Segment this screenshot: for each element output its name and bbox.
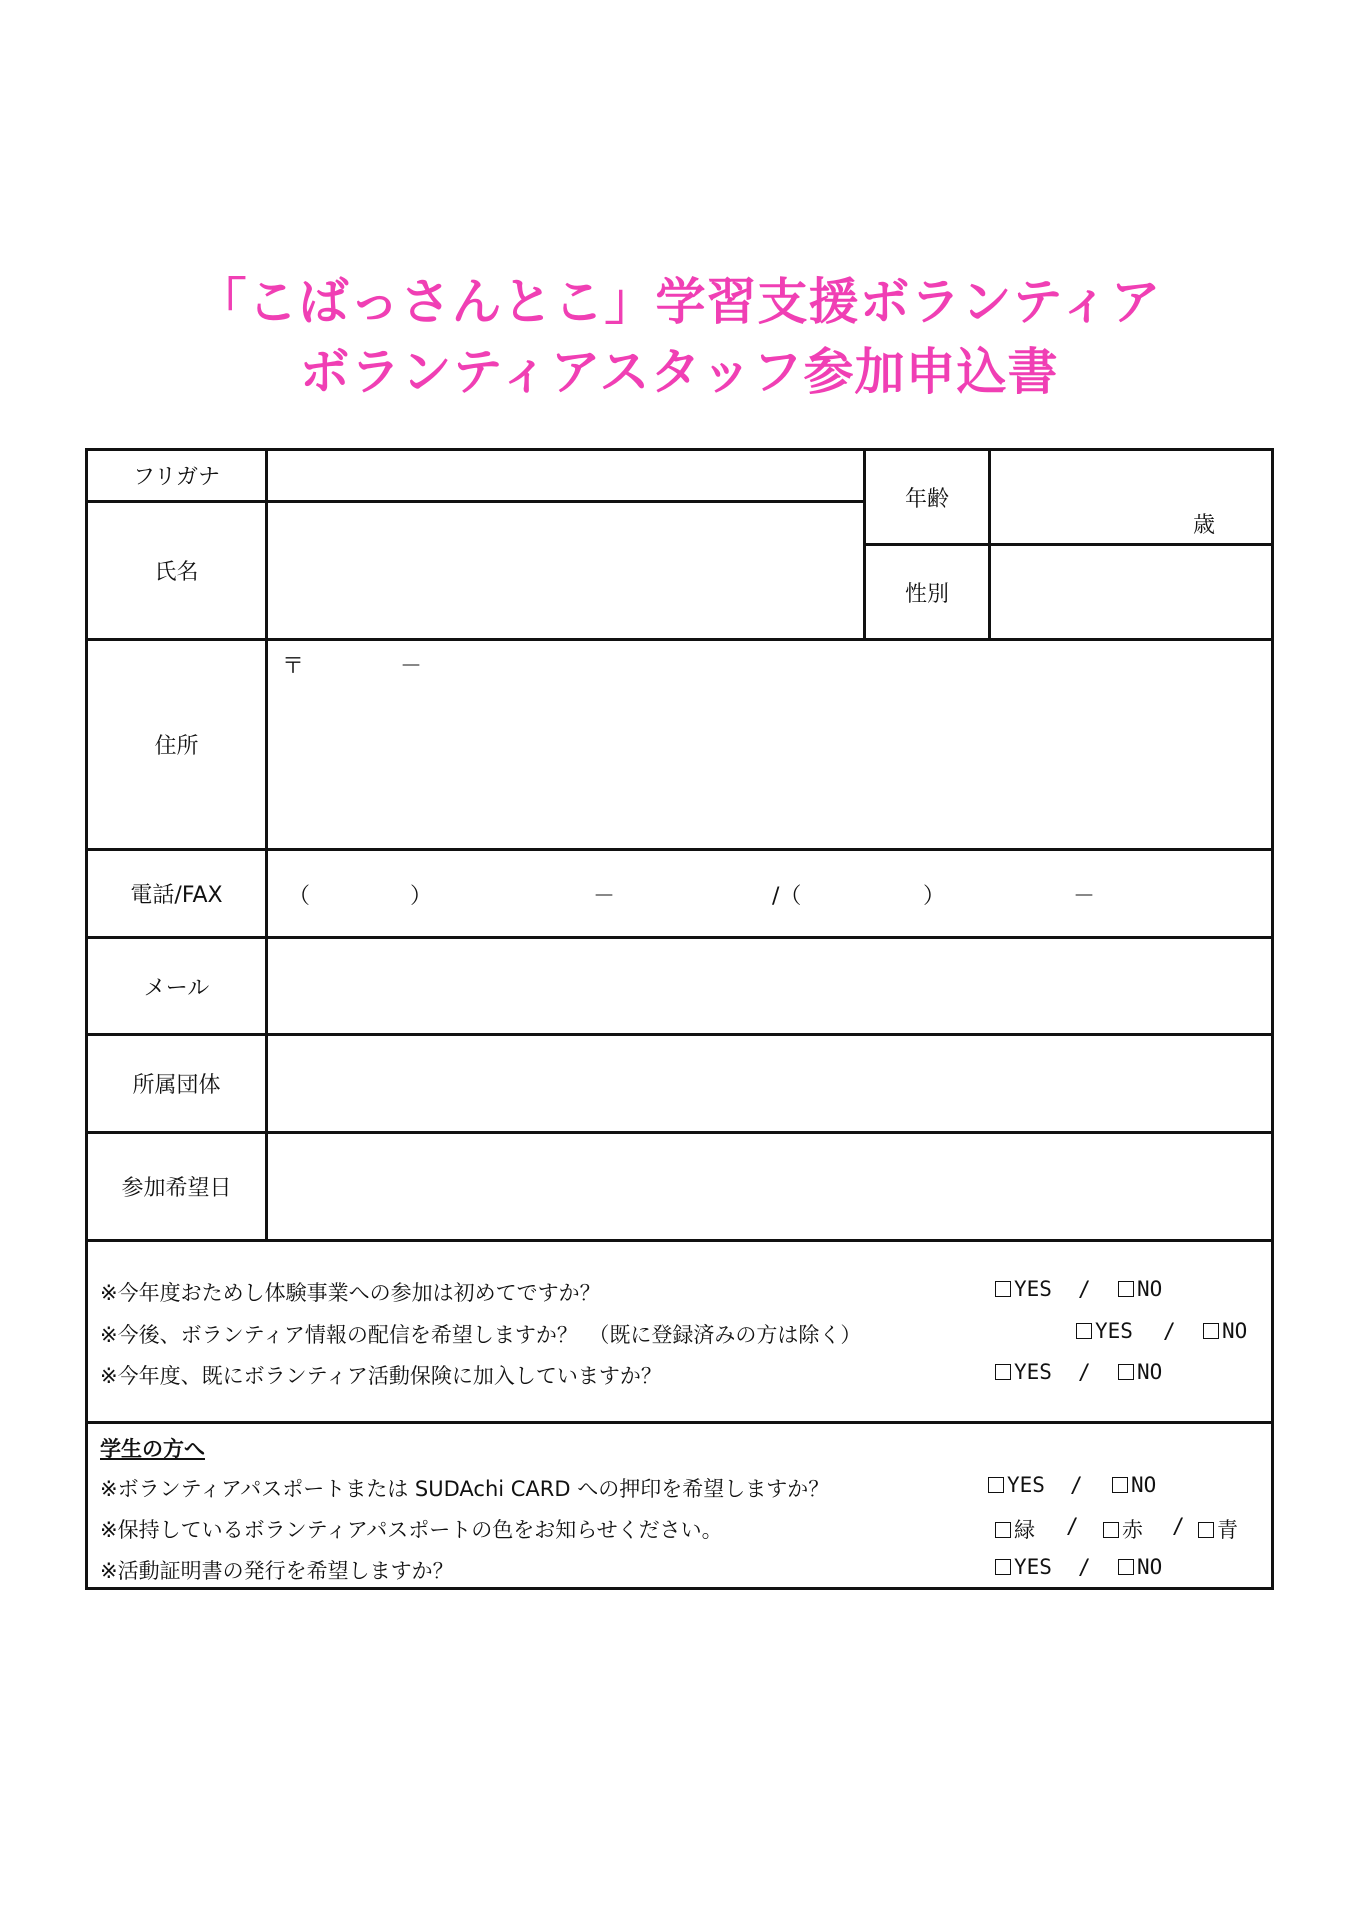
name-field[interactable] bbox=[268, 503, 863, 638]
checkbox-icon bbox=[1198, 1522, 1214, 1538]
option-separator: / bbox=[1078, 1360, 1091, 1384]
gender-field[interactable] bbox=[991, 546, 1274, 638]
option-separator: / bbox=[1066, 1514, 1079, 1538]
fax-separator: /（ bbox=[772, 884, 802, 909]
checkbox-icon bbox=[995, 1522, 1011, 1538]
checkbox-icon bbox=[995, 1559, 1011, 1575]
yes-checkbox[interactable]: YES bbox=[995, 1360, 1052, 1384]
organization-label: 所属団体 bbox=[132, 1073, 221, 1098]
name-label: 氏名 bbox=[154, 560, 199, 585]
checkbox-icon bbox=[1112, 1477, 1128, 1493]
address-label: 住所 bbox=[154, 734, 199, 759]
row-divider bbox=[88, 1421, 1274, 1424]
title-line-2: ボランティアスタッフ参加申込書 bbox=[299, 343, 1059, 401]
option-separator: / bbox=[1172, 1514, 1185, 1538]
question-text: ※活動証明書の発行を希望しますか？ bbox=[100, 1559, 454, 1583]
green-checkbox[interactable]: 緑 bbox=[995, 1514, 1035, 1544]
postal-dash: － bbox=[400, 654, 423, 679]
no-checkbox[interactable]: NO bbox=[1118, 1277, 1162, 1301]
checkbox-icon bbox=[1118, 1364, 1134, 1380]
checkbox-icon bbox=[1076, 1323, 1092, 1339]
blue-checkbox[interactable]: 青 bbox=[1198, 1514, 1238, 1544]
no-checkbox[interactable]: NO bbox=[1118, 1555, 1162, 1579]
no-checkbox[interactable]: NO bbox=[1118, 1360, 1162, 1384]
phone-dash: － bbox=[593, 884, 616, 909]
postal-mark: 〒 bbox=[282, 654, 305, 679]
checkbox-icon bbox=[1103, 1522, 1119, 1538]
checkbox-icon bbox=[995, 1364, 1011, 1380]
phone-paren-open: （ bbox=[288, 884, 311, 909]
email-label: メール bbox=[143, 975, 210, 1001]
title-line-1: 「こばっさんとこ」学習支援ボランティア bbox=[196, 273, 1162, 331]
phone-paren-close: ） bbox=[410, 884, 433, 909]
question-text: ※今年度、既にボランティア活動保険に加入していますか？ bbox=[100, 1364, 662, 1388]
age-unit: 歳 bbox=[1193, 513, 1216, 538]
application-form bbox=[85, 448, 1274, 1590]
age-label: 年齢 bbox=[904, 486, 949, 512]
gender-label: 性別 bbox=[904, 581, 949, 607]
preferred-date-label: 参加希望日 bbox=[121, 1176, 232, 1201]
fax-dash: － bbox=[1073, 884, 1096, 909]
fax-paren-close: ） bbox=[923, 884, 946, 909]
yes-checkbox[interactable]: YES bbox=[988, 1473, 1045, 1497]
preferred-date-field[interactable] bbox=[268, 1134, 1274, 1239]
checkbox-icon bbox=[1203, 1323, 1219, 1339]
phone-label: 電話/FAX bbox=[130, 883, 223, 908]
email-field[interactable] bbox=[268, 939, 1274, 1033]
yes-checkbox[interactable]: YES bbox=[995, 1277, 1052, 1301]
yes-checkbox[interactable]: YES bbox=[1076, 1319, 1133, 1343]
option-separator: / bbox=[1163, 1319, 1176, 1343]
row-divider bbox=[88, 1239, 1274, 1242]
student-section-heading: 学生の方へ bbox=[100, 1437, 205, 1461]
checkbox-icon bbox=[995, 1281, 1011, 1297]
no-checkbox[interactable]: NO bbox=[1112, 1473, 1156, 1497]
option-separator: / bbox=[1070, 1473, 1083, 1497]
yes-checkbox[interactable]: YES bbox=[995, 1555, 1052, 1579]
question-text: ※今後、ボランティア情報の配信を希望しますか？ （既に登録済みの方は除く） bbox=[100, 1323, 862, 1347]
option-separator: / bbox=[1078, 1555, 1091, 1579]
checkbox-icon bbox=[988, 1477, 1004, 1493]
question-text: ※今年度おためし体験事業への参加は初めてですか？ bbox=[100, 1281, 601, 1305]
furigana-label: フリガナ bbox=[133, 465, 220, 490]
checkbox-icon bbox=[1118, 1559, 1134, 1575]
checkbox-icon bbox=[1118, 1281, 1134, 1297]
option-separator: / bbox=[1078, 1277, 1091, 1301]
organization-field[interactable] bbox=[268, 1036, 1274, 1131]
no-checkbox[interactable]: NO bbox=[1203, 1319, 1247, 1343]
question-text: ※ボランティアパスポートまたは SUDAchi CARD への押印を希望しますか？ bbox=[100, 1477, 830, 1501]
question-text: ※保持しているボランティアパスポートの色をお知らせください。 bbox=[100, 1518, 723, 1542]
furigana-field[interactable] bbox=[268, 451, 863, 500]
age-field[interactable] bbox=[991, 451, 1274, 543]
red-checkbox[interactable]: 赤 bbox=[1103, 1514, 1143, 1544]
